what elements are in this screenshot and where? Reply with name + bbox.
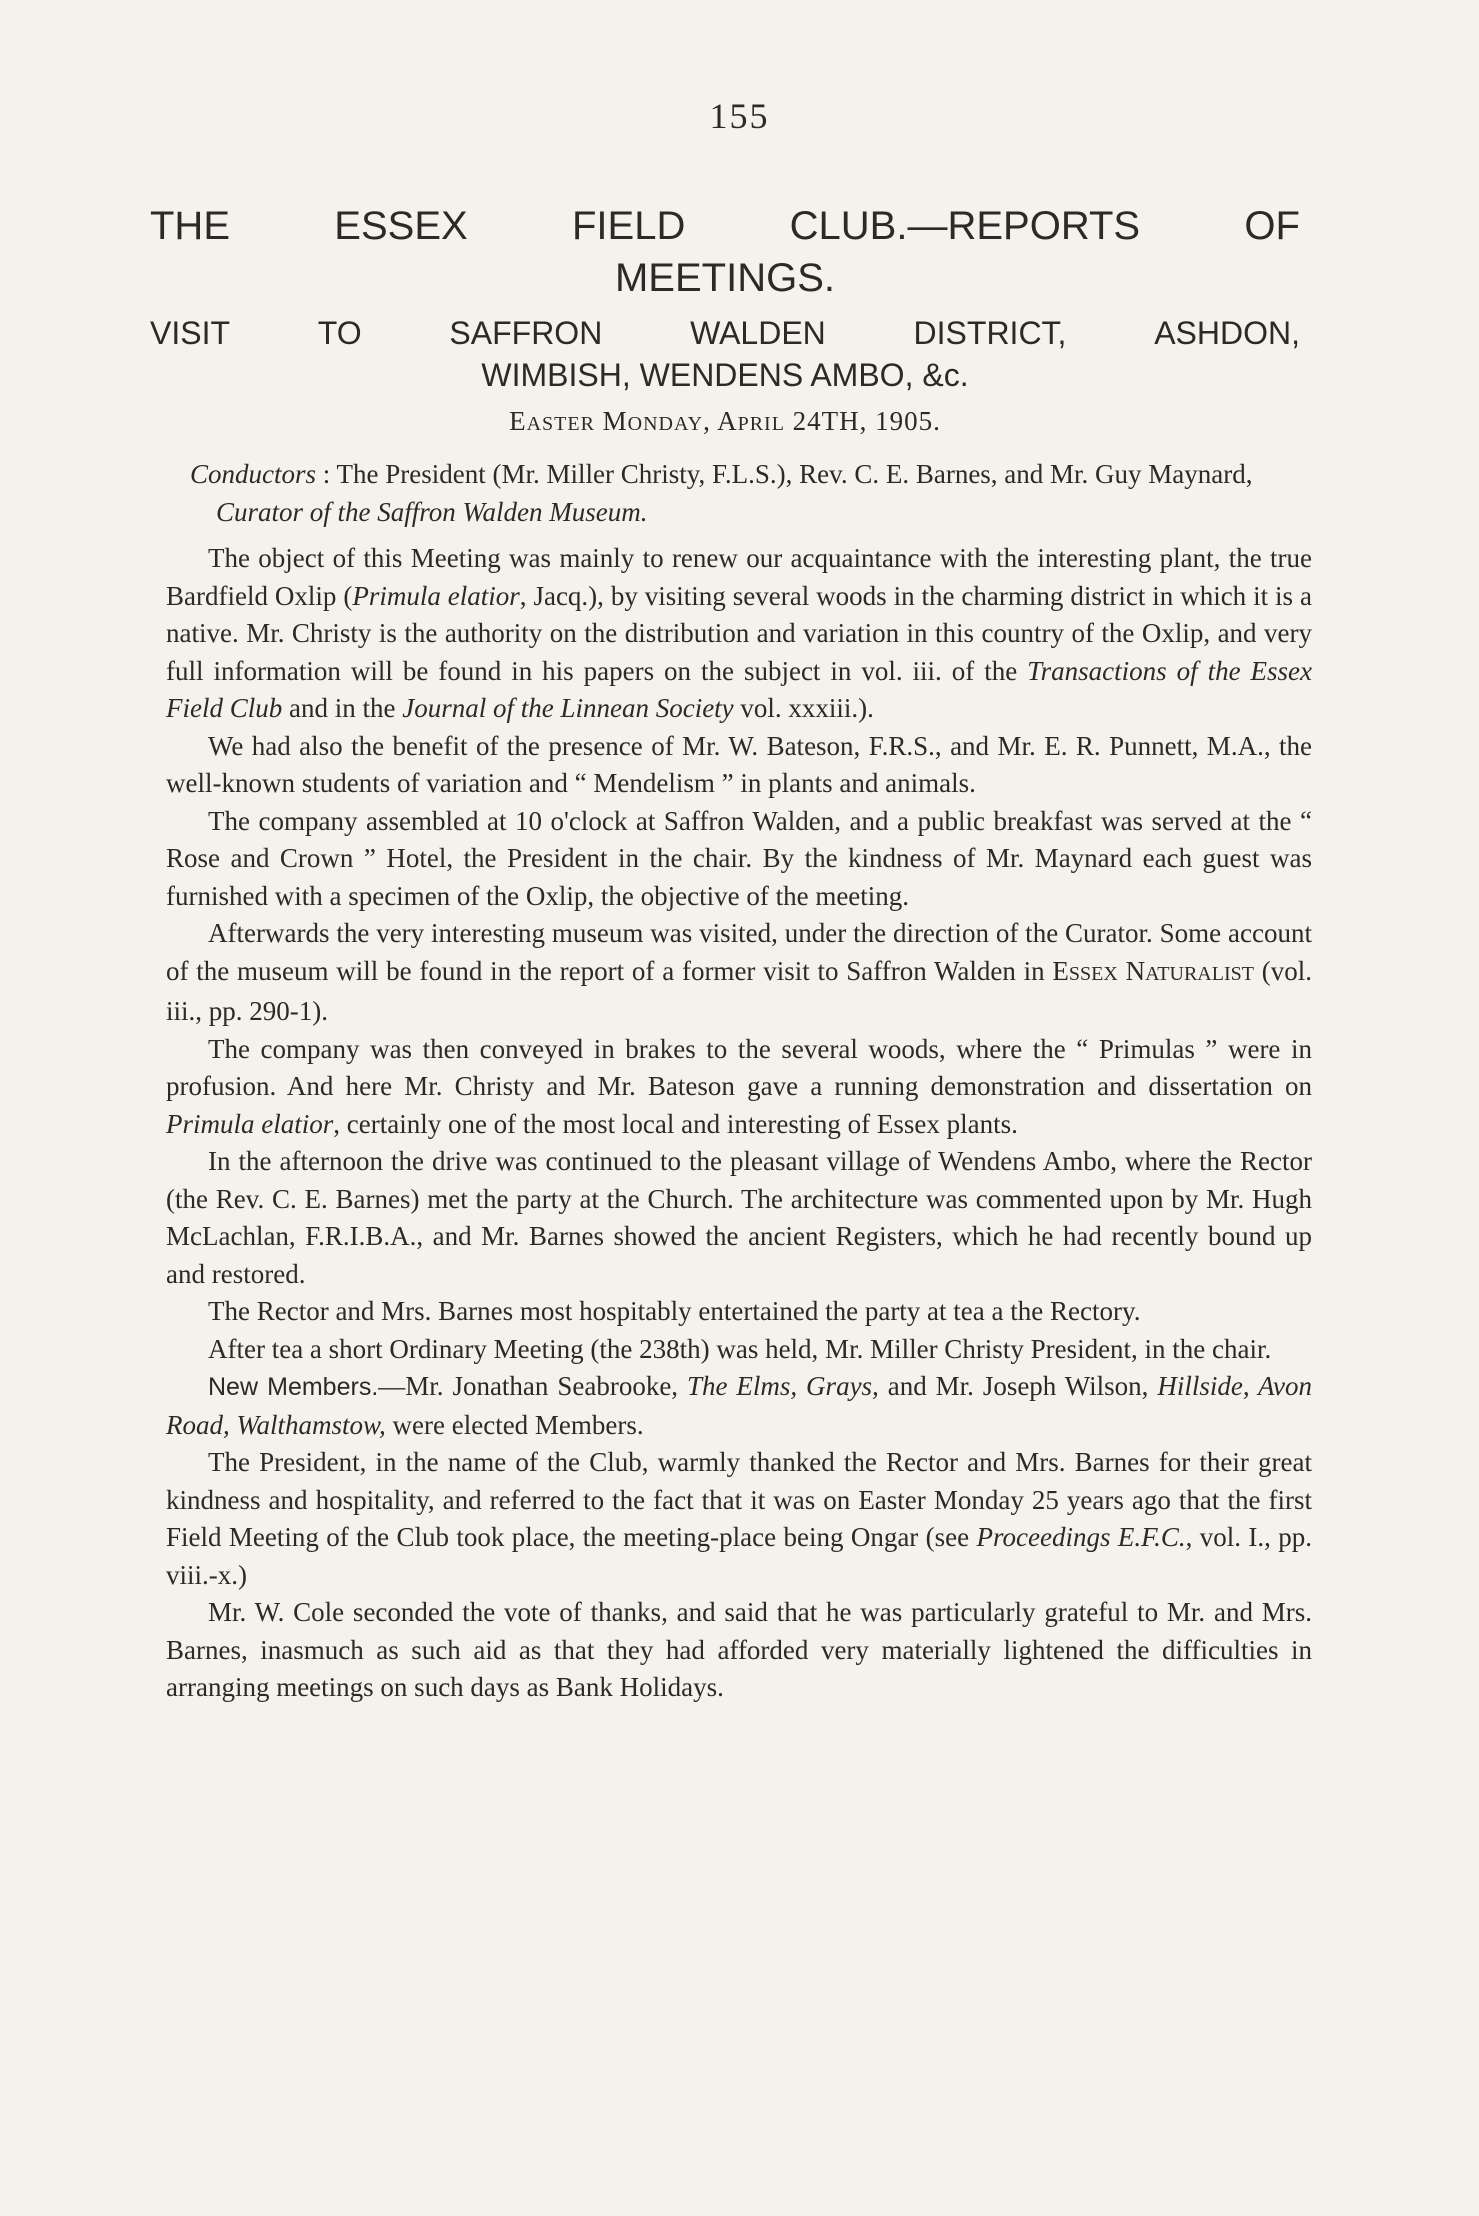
heading-word: ASHDON, <box>1154 315 1300 351</box>
title-word: THE <box>150 204 230 248</box>
small-caps-text: ATURALIST <box>1145 962 1254 985</box>
new-members-label: New Members. <box>208 1373 379 1401</box>
page-number: 155 <box>709 96 770 136</box>
italic-text: Proceedings E.F.C. <box>976 1522 1186 1552</box>
italic-text: Primula elatior <box>166 1108 334 1139</box>
text: N <box>1117 955 1146 986</box>
heading-line-1 <box>150 312 1300 354</box>
date-part: ONDAY <box>627 413 704 435</box>
paragraph: Mr. W. Cole seconded the vote of thanks, and said that he was particularly grateful to Mr. and Mrs. Barnes, inasmuch as such aid as that they had afforded very materially lightened the difficulties in arranging meetings on such days as Bank Holidays. <box>166 1597 1312 1702</box>
text: , Jacq.), by visiting several woods in the charming district in which it is a native. Mr. Christy is the authority on the distribution and variation in this country of the Oxlip, and very full information will be found in his papers on the subject in vol. iii. of the <box>166 580 1312 686</box>
heading-word: VISIT <box>150 315 231 351</box>
paragraph: In the afternoon the drive was continued to the pleasant village of Wendens Ambo, where the Rector (the Rev. C. E. Barnes) met the party at the Church. The architecture was commented upon by Mr. Hugh McLachlan, F.R.I.B.A., and Mr. Barnes showed the ancient Registers, which he had recently bound up and restored. <box>166 1146 1312 1289</box>
text: The company was then conveyed in brakes to the several woods, where the “ Primulas ” were in profusion. And here Mr. Christy and Mr. Bateson gave a running demonstration and dissertation on <box>166 1033 1312 1101</box>
paragraph <box>166 540 1312 728</box>
title-word: OF <box>1244 204 1300 248</box>
curator-title: Curator of the Saffron Walden Museum. <box>216 497 648 527</box>
italic-text: Hillside, Avon Road, Walthamstow, <box>166 1371 1312 1440</box>
date-part: M <box>602 406 628 436</box>
text: —Mr. Jonathan Seabrooke, <box>378 1371 687 1401</box>
small-caps-text: SSEX <box>1068 962 1118 985</box>
italic-text: The Elms, Grays, <box>686 1371 879 1401</box>
conductors-text: : The President (Mr. Miller Christy, F.L.S.), Rev. C. E. Barnes, and Mr. Guy Maynard, <box>316 459 1253 489</box>
date-part: PRIL <box>737 413 785 435</box>
conductors-label: Conductors <box>190 459 317 489</box>
paragraph: The Rector and Mrs. Barnes most hospitably entertained the party at tea a the Rectory. <box>208 1296 1141 1326</box>
text: (vol. iii., pp. 290-1). <box>166 955 1312 1026</box>
date-part: 24TH, 1905. <box>784 406 941 436</box>
page-title <box>150 200 1300 304</box>
text: and in the <box>282 693 403 723</box>
conductors-line <box>190 455 1312 531</box>
text: The object of this Meeting was mainly to renew our acquaintance with the interesting plant, the true Bardfield Oxlip ( <box>166 543 1312 611</box>
text: Afterwards the very interesting museum was visited, under the direction of the Curator. Some account of the museum will be found in the report of a former visit to Saffron Walden in E <box>166 918 1312 986</box>
date-part: E <box>509 406 527 436</box>
title-word: ESSEX <box>334 204 468 248</box>
title-word: CLUB.—REPORTS <box>789 204 1141 248</box>
paragraph: We had also the benefit of the presence of Mr. W. Bateson, F.R.S., and Mr. E. R. Punnett, M.A., the well-known students of variation and “ Mendelism ” in plants and animals. <box>166 730 1312 798</box>
heading-word: TO <box>317 315 362 351</box>
text: The President, in the name of the Club, warmly thanked the Rector and Mrs. Barnes for their great kindness and hospitality, and referred to the fact that it was on Easter Monday 25 years ago that the first Field Meeting of the Club took place, the meeting-place being Ongar (see <box>166 1447 1312 1552</box>
paragraph: After tea a short Ordinary Meeting (the 238th) was held, Mr. Miller Christy President, in the chair. <box>208 1333 1272 1364</box>
text: , vol. I., pp. viii.-x.) <box>166 1522 1312 1590</box>
title-word: FIELD <box>572 204 686 248</box>
title-line-2: MEETINGS. <box>614 256 836 300</box>
text: and Mr. Joseph Wilson, <box>878 1371 1158 1401</box>
paragraph <box>166 1368 1312 1444</box>
heading-word: DISTRICT, <box>913 315 1067 351</box>
text: were elected Members. <box>385 1409 644 1440</box>
paragraph <box>166 1444 1312 1594</box>
text: vol. xxxiii.). <box>733 693 874 723</box>
text: , certainly one of the most local and interesting of Essex plants. <box>333 1108 1018 1139</box>
date-part: ASTER <box>526 413 595 435</box>
paragraph <box>166 1031 1312 1144</box>
paragraph <box>166 915 1312 1031</box>
paragraph: The company assembled at 10 o'clock at Saffron Walden, and a public breakfast was served at the “ Rose and Crown ” Hotel, the President in the chair. By the kindness of Mr. Maynard each guest was furnished with a specimen of the Oxlip, the objective of the meeting. <box>166 805 1312 911</box>
title-line-1 <box>150 200 1300 252</box>
italic-text: Journal of the Linnean Society <box>402 693 734 723</box>
italic-text: Transactions of the Essex Field Club <box>166 655 1312 723</box>
italic-text: Primula elatior <box>352 580 520 611</box>
report-body <box>166 540 1312 1707</box>
heading-word: SAFFRON <box>449 315 603 351</box>
heading-line-2: WIMBISH, WENDENS AMBO, &c. <box>481 357 969 393</box>
date-part: A <box>717 406 738 436</box>
heading-word: WALDEN <box>690 315 826 351</box>
meeting-date: EASTER MONDAY, APRIL 24TH, 1905. <box>509 406 941 436</box>
section-heading <box>150 312 1300 396</box>
